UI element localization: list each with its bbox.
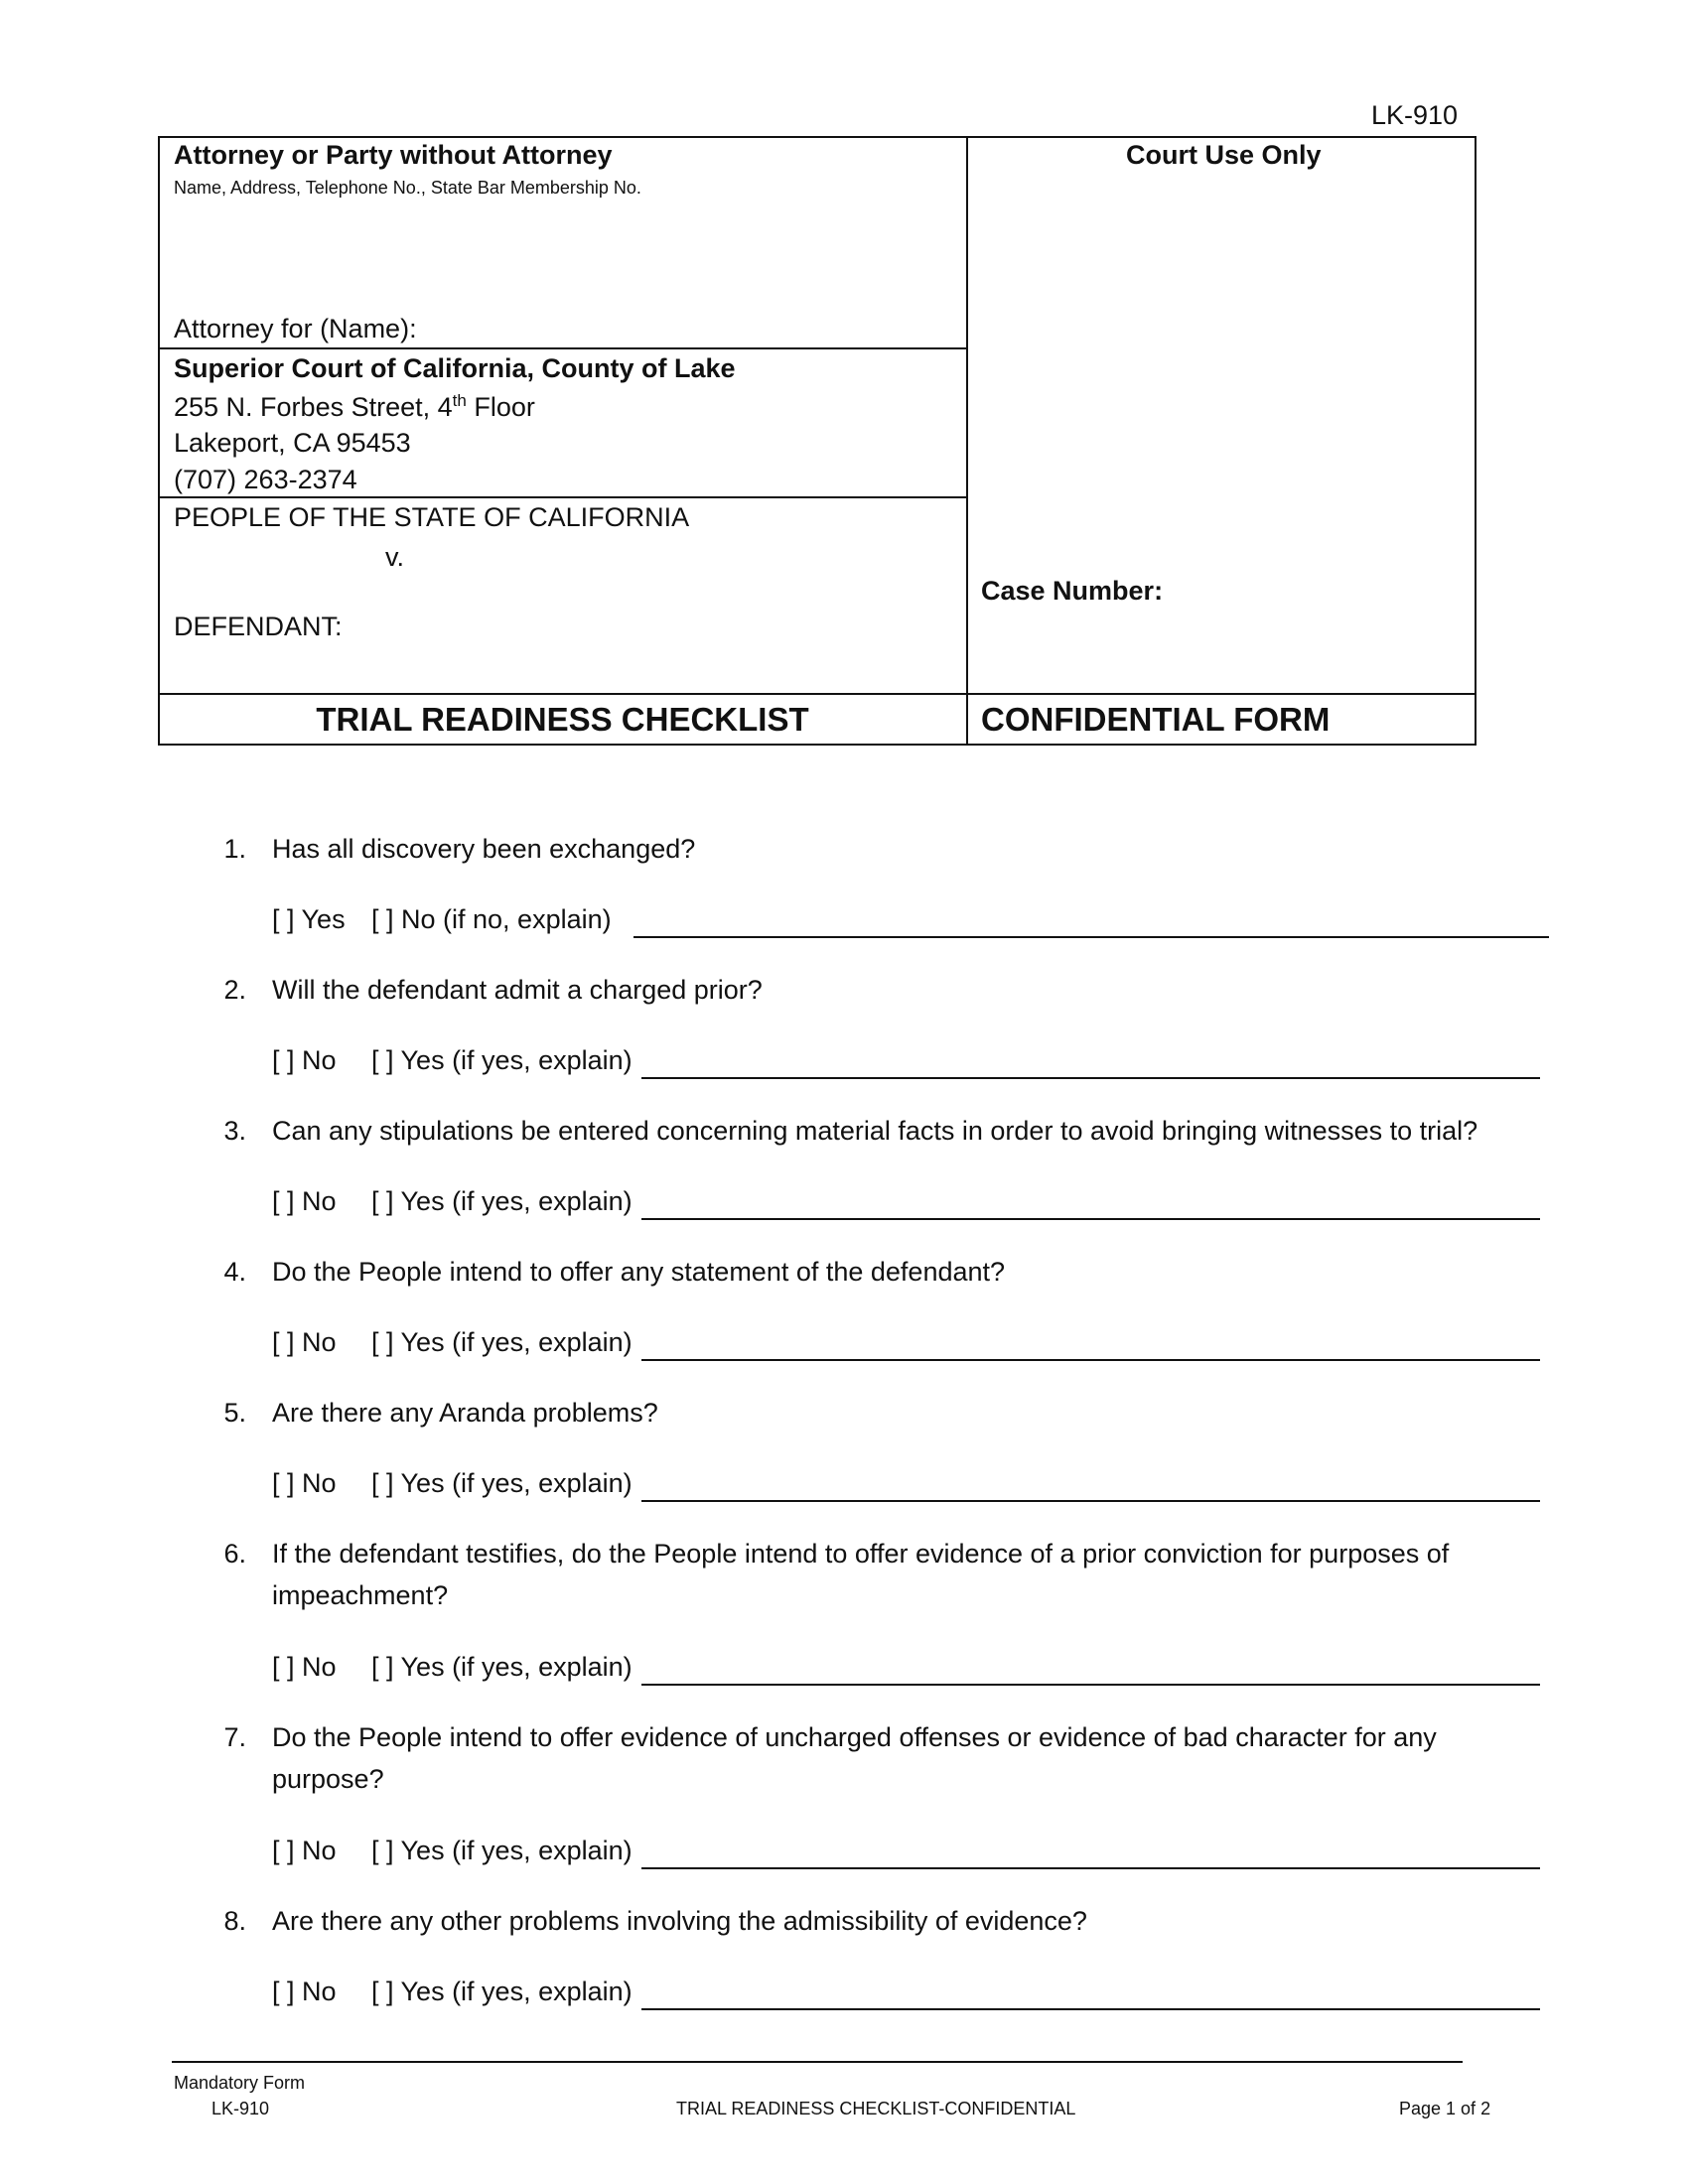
option-no[interactable]: [ ] No (if no, explain) — [371, 904, 612, 934]
question-number: 6. — [223, 1539, 246, 1569]
option-yes[interactable]: [ ] Yes (if yes, explain) — [371, 1186, 633, 1216]
question-text: Are there any other problems involving the admissibility of evidence? — [272, 1906, 1087, 1936]
option-no[interactable]: [ ] No — [272, 1186, 337, 1216]
court-use-only: Court Use Only — [1126, 140, 1322, 170]
caption-divider — [966, 136, 968, 746]
question-number: 8. — [223, 1906, 246, 1936]
answer-row — [272, 1977, 633, 2007]
answer-row — [272, 904, 612, 935]
question-text: Can any stipulations be entered concerning material facts in order to avoid bringing witnesses to trial? — [272, 1116, 1478, 1146]
question-text: Has all discovery been exchanged? — [272, 834, 696, 864]
question-text: If the defendant testifies, do the People intend to offer evidence of a prior conviction for purposes of impeachment? — [272, 1539, 1450, 1610]
explain-line[interactable] — [641, 1684, 1540, 1686]
divider-title — [158, 693, 1477, 695]
option-no[interactable]: [ ] No — [272, 1045, 337, 1075]
explain-line[interactable] — [641, 1500, 1540, 1502]
footer-title: TRIAL READINESS CHECKLIST-CONFIDENTIAL — [676, 2099, 1076, 2118]
attorney-title: Attorney or Party without Attorney — [174, 140, 613, 170]
question-text: Will the defendant admit a charged prior? — [272, 975, 763, 1005]
question-number: 3. — [223, 1116, 246, 1146]
question-number: 5. — [223, 1398, 246, 1428]
explain-line[interactable] — [641, 1359, 1540, 1361]
form-code: LK-910 — [1371, 100, 1459, 130]
option-yes[interactable]: [ ] Yes (if yes, explain) — [371, 1468, 633, 1498]
explain-line[interactable] — [641, 1077, 1540, 1079]
answer-row — [272, 1327, 633, 1358]
footer-rule — [172, 2061, 1463, 2063]
answer-row — [272, 1045, 633, 1076]
option-yes[interactable]: [ ] Yes (if yes, explain) — [371, 1652, 633, 1682]
divider-court — [158, 496, 967, 498]
option-no[interactable]: [ ] No — [272, 1652, 337, 1682]
footer-page-number: Page 1 of 2 — [1399, 2099, 1491, 2118]
case-number-label: Case Number: — [981, 576, 1164, 606]
defendant-label: DEFENDANT: — [174, 612, 343, 641]
confidential-label: CONFIDENTIAL FORM — [981, 701, 1331, 738]
option-no[interactable]: [ ] No — [272, 1977, 337, 2006]
question-number: 2. — [223, 975, 246, 1005]
form-title: TRIAL READINESS CHECKLIST — [316, 701, 809, 738]
answer-row — [272, 1468, 633, 1499]
answer-row — [272, 1836, 633, 1866]
court-address: 255 N. Forbes Street, 4th Floor — [174, 391, 535, 422]
attorney-for-label: Attorney for (Name): — [174, 314, 417, 343]
versus-label: v. — [385, 542, 404, 572]
attorney-subtitle: Name, Address, Telephone No., State Bar Membership No. — [174, 178, 641, 198]
explain-line[interactable] — [633, 936, 1549, 938]
court-city: Lakeport, CA 95453 — [174, 428, 411, 458]
question-text: Are there any Aranda problems? — [272, 1398, 658, 1428]
divider-attorney — [158, 347, 967, 349]
people-label: PEOPLE OF THE STATE OF CALIFORNIA — [174, 502, 690, 532]
footer-form-code: LK-910 — [211, 2099, 270, 2118]
question-number: 1. — [223, 834, 246, 864]
option-no[interactable]: [ ] No — [272, 1468, 337, 1498]
option-yes[interactable]: [ ] Yes — [272, 904, 346, 934]
question-number: 7. — [223, 1722, 246, 1752]
option-no[interactable]: [ ] No — [272, 1327, 337, 1357]
question-text: Do the People intend to offer any statement of the defendant? — [272, 1257, 1006, 1287]
explain-line[interactable] — [641, 2008, 1540, 2010]
question-number: 4. — [223, 1257, 246, 1287]
answer-row — [272, 1652, 633, 1683]
court-name: Superior Court of California, County of Lake — [174, 353, 736, 383]
question-text: Do the People intend to offer evidence of uncharged offenses or evidence of bad character for any purpose? — [272, 1722, 1437, 1794]
answer-row — [272, 1186, 633, 1217]
explain-line[interactable] — [641, 1218, 1540, 1220]
court-phone: (707) 263-2374 — [174, 465, 357, 494]
explain-line[interactable] — [641, 1867, 1540, 1869]
footer-mandatory: Mandatory Form — [174, 2073, 306, 2093]
option-no[interactable]: [ ] No — [272, 1836, 337, 1865]
option-yes[interactable]: [ ] Yes (if yes, explain) — [371, 1836, 633, 1865]
option-yes[interactable]: [ ] Yes (if yes, explain) — [371, 1977, 633, 2006]
option-yes[interactable]: [ ] Yes (if yes, explain) — [371, 1045, 633, 1075]
option-yes[interactable]: [ ] Yes (if yes, explain) — [371, 1327, 633, 1357]
